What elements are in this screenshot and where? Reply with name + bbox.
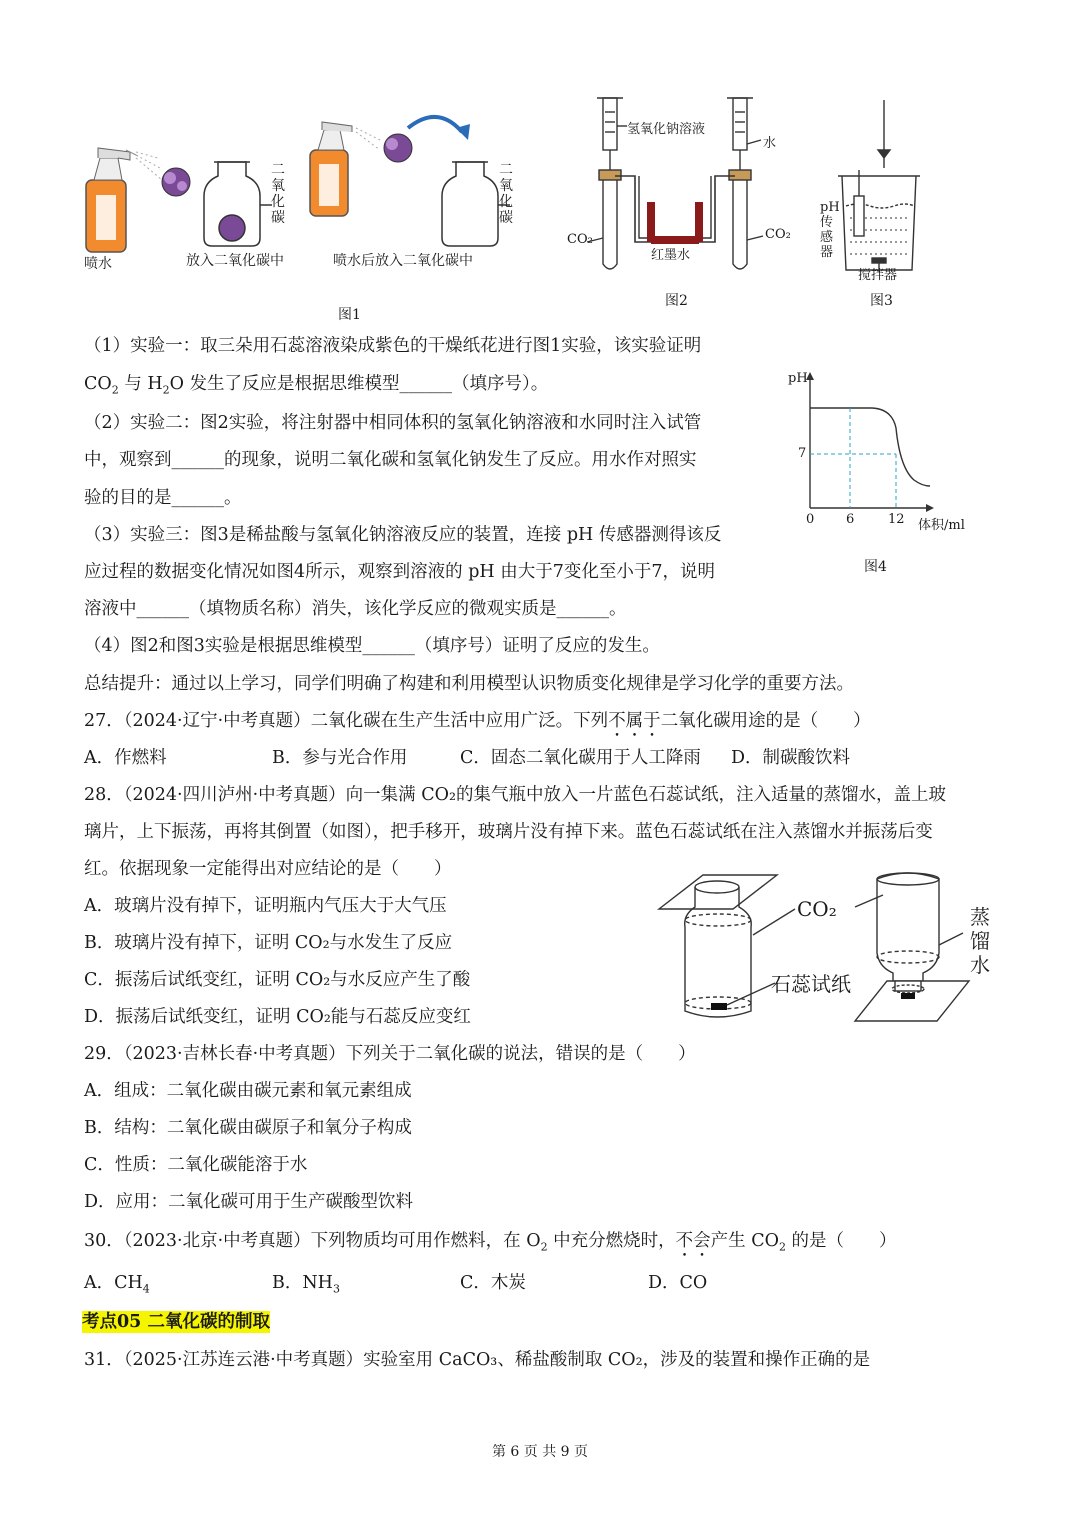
q26-part3-line3: 溶液中______（填物质名称）消失，该化学反应的微观实质是______。 <box>84 599 627 619</box>
x-tick-6: 6 <box>846 512 855 527</box>
q30-option-b: B．$NH_3$ <box>272 1273 340 1296</box>
q29-option-d: D．应用：二氧化碳可用于生产碳酸型饮料 <box>84 1192 414 1212</box>
arrow <box>408 117 462 132</box>
section-heading: 考点05 二氧化碳的制取 <box>82 1312 270 1332</box>
q28-option-d: D．振荡后试纸变红，证明 CO₂能与石蕊反应变红 <box>84 1007 471 1027</box>
ph-axis-label: pH <box>788 371 808 386</box>
fig3-caption: 图3 <box>870 293 893 309</box>
q28-option-b: B．玻璃片没有掉下，证明 CO₂与水发生了反应 <box>84 933 453 953</box>
q29-option-c: C．性质：二氧化碳能溶于水 <box>84 1155 308 1175</box>
figure-3 <box>818 100 928 310</box>
red-ink-label: 红墨水 <box>651 248 691 263</box>
q28-stem-line3: 红。依据现象一定能得出对应结论的是（ ） <box>84 859 452 879</box>
q29-stem: 29．（2023·吉林长春·中考真题）下列关于二氧化碳的说法，错误的是（ ） <box>84 1044 696 1064</box>
page-footer: 第 6 页 共 9 页 <box>491 1444 589 1460</box>
figure-4 <box>782 368 982 578</box>
ph-tick-7: 7 <box>798 446 807 461</box>
flower-2 <box>384 134 412 162</box>
fig1-caption: 图1 <box>338 307 361 323</box>
figure-1 <box>78 110 538 325</box>
x-tick-0: 0 <box>806 512 815 527</box>
ph-curve <box>810 408 930 486</box>
fig1-label-spray-co2: 喷水后放入二氧化碳中 <box>333 253 473 269</box>
gas-label-1: 二氧化碳 <box>271 162 285 226</box>
q26-part2-line1: （2）实验二：图2实验，将注射器中相同体积的氢氧化钠溶液和水同时注入试管 <box>84 413 702 433</box>
figure-4-chart <box>782 368 982 528</box>
q26-part2-line2: 中，观察到______的现象，说明二氧化碳和氢氧化钠发生了反应。用水作对照实 <box>84 450 697 470</box>
q28-figure <box>655 865 1000 1035</box>
q28-stem-line1: 28．（2024·四川泸州·中考真题）向一集满 CO₂的集气瓶中放入一片蓝色石蕊试纸，注入适量的蒸馏水，盖上玻 <box>84 785 946 805</box>
figure-2 <box>565 92 800 312</box>
flower-1 <box>162 168 190 196</box>
q27-option-b: B．参与光合作用 <box>272 748 408 768</box>
q26-part1-line1: （1）实验一：取三朵用石蕊溶液染成紫色的干燥纸花进行图1实验，该实验证明 <box>84 336 702 356</box>
stirrer-label: 搅拌器 <box>858 268 898 283</box>
q28-co2-label: CO₂ <box>797 897 837 921</box>
naoh-label: 氢氧化钠溶液 <box>627 122 706 137</box>
q28-figure-drawing <box>655 865 1000 1035</box>
x-tick-12: 12 <box>888 512 905 527</box>
fig1-label-co2: 放入二氧化碳中 <box>186 253 284 269</box>
q30-option-c: C．木炭 <box>460 1273 526 1293</box>
q28-option-c: C．振荡后试纸变红，证明 CO₂与水反应产生了酸 <box>84 970 471 990</box>
q28-stem-line2: 璃片，上下振荡，再将其倒置（如图），把手移开，玻璃片没有掉下来。蓝色石蕊试纸在注入蒸馏水并振荡后变 <box>84 822 933 842</box>
q29-option-a: A．组成：二氧化碳由碳元素和氧元素组成 <box>84 1081 412 1101</box>
spray-bottle-1 <box>86 148 138 252</box>
q27-option-a: A．作燃料 <box>84 748 167 768</box>
q27-option-d: D．制碳酸饮料 <box>731 748 851 768</box>
co2-right-label: CO₂ <box>765 227 791 242</box>
gas-label-2: 二氧化碳 <box>499 162 513 226</box>
q27-option-c: C．固态二氧化碳用于人工降雨 <box>460 748 701 768</box>
q28-water-label: 蒸馏水 <box>970 905 990 977</box>
spray-bottle-2 <box>310 122 352 216</box>
q26-summary: 总结提升：通过以上学习，同学们明确了构建和利用模型认识物质变化规律是学习化学的重要方法。 <box>84 674 854 694</box>
q26-part1-line2: $CO_2$ 与 $H_2O$ 发生了反应是根据思维模型______（填序号）。 <box>84 374 549 397</box>
q30-option-a: A．$CH_4$ <box>84 1273 150 1296</box>
q29-option-b: B．结构：二氧化碳由碳原子和氧分子构成 <box>84 1118 412 1138</box>
q26-part3-line2: 应过程的数据变化情况如图4所示，观察到溶液的 pH 由大于7变化至小于7，说明 <box>84 562 715 582</box>
fig1-label-spray: 喷水 <box>84 256 112 272</box>
q26-part3-line1: （3）实验三：图3是稀盐酸与氢氧化钠溶液反应的装置，连接 pH 传感器测得该反 <box>84 525 722 545</box>
q28-option-a: A．玻璃片没有掉下，证明瓶内气压大于大气压 <box>84 896 447 916</box>
fig2-caption: 图2 <box>665 293 688 309</box>
water-label: 水 <box>763 136 777 151</box>
q26-part4: （4）图2和图3实验是根据思维模型______（填序号）证明了反应的发生。 <box>84 636 660 656</box>
ph-sensor-label: pH传感器 <box>820 200 840 260</box>
q28-litmus-label: 石蕊试纸 <box>771 972 851 996</box>
q27-stem: 27．（2024·辽宁·中考真题）二氧化碳在生产生活中应用广泛。下列不属于二氧化碳用途的是（ ） <box>84 711 871 731</box>
q31-stem: 31．（2025·江苏连云港·中考真题）实验室用 CaCO₃、稀盐酸制取 CO₂，涉及的装置和操作正确的是 <box>84 1350 871 1370</box>
figure-1-drawing <box>78 110 538 270</box>
volume-axis-label: 体积/ml <box>918 518 965 533</box>
co2-left-label: CO₂ <box>567 232 593 247</box>
gas-jar-1 <box>204 162 272 246</box>
q30-option-d: D．CO <box>648 1273 708 1293</box>
q30-stem: 30．（2023·北京·中考真题）下列物质均可用作燃料，在 $O_2$ 中充分燃烧时，不会产生 $CO_2$ 的是（ ） <box>84 1231 897 1254</box>
q26-part2-line3: 验的目的是______。 <box>84 488 242 508</box>
fig4-caption: 图4 <box>864 559 887 575</box>
